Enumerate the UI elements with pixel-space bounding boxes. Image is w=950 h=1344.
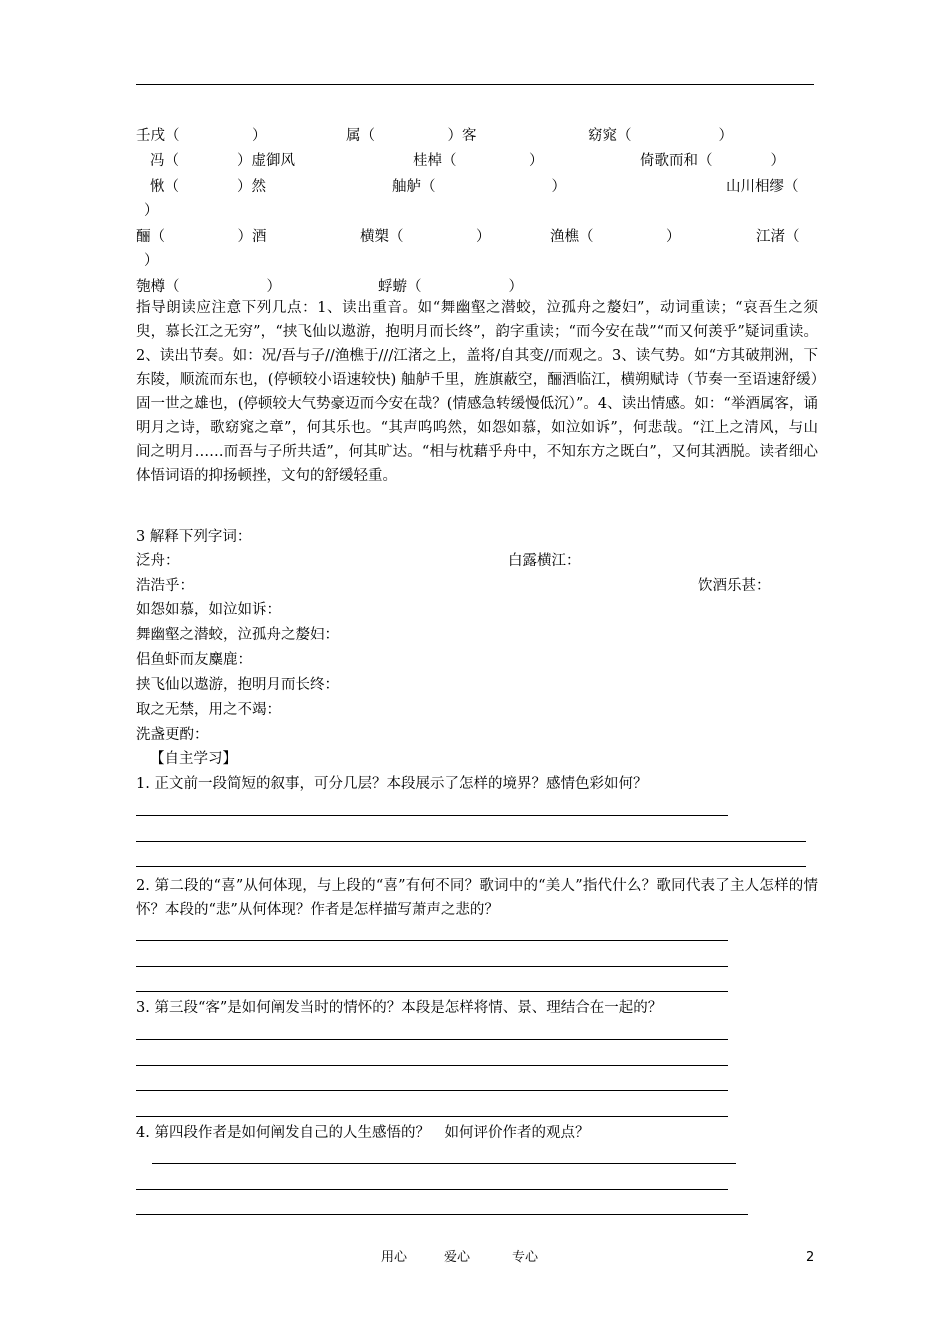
answer-line[interactable] — [136, 1214, 748, 1215]
vocab-item: 愀（ ）然 — [150, 179, 266, 195]
answer-line[interactable] — [136, 1065, 728, 1066]
question-2: 2. 第二段的“喜”从何体现，与上段的“喜”有何不同？歌词中的“美人”指代什么？歌同代表了主人怎样的情怀？本段的“悲”从何体现？作者是怎样描写萧声之悲的？ — [136, 878, 818, 918]
vocab-item: 舳舻（ ） — [392, 179, 566, 195]
page-number: 2 — [806, 1250, 815, 1265]
answer-line[interactable] — [136, 1116, 728, 1117]
vocab-item: 壬戌（ ） — [136, 128, 267, 144]
question-1: 1. 正文前一段简短的叙事，可分几层？本段展示了怎样的境界？感情色彩如何？ — [136, 776, 648, 792]
explain-item: 白露横江： — [508, 553, 581, 569]
explain-item: 挟飞仙以遨游，抱明月而长终： — [136, 677, 339, 693]
explain-heading: 3 解释下列字词： — [136, 529, 252, 545]
self-study-heading: 【自主学习】 — [150, 751, 237, 767]
answer-line[interactable] — [136, 1189, 728, 1190]
footer-motto: 爱心 — [444, 1250, 471, 1265]
vocab-item: 属（ ）客 — [346, 128, 477, 144]
answer-line[interactable] — [136, 841, 806, 842]
answer-line[interactable] — [136, 866, 806, 867]
vocab-item: ） — [144, 203, 159, 219]
vocab-item: ） — [144, 253, 159, 269]
vocab-item: 蜉蝣（ ） — [378, 279, 523, 295]
explain-item: 侣鱼虾而友麋鹿： — [136, 652, 252, 668]
explain-item: 取之无禁，用之不竭： — [136, 702, 281, 718]
vocab-item: 窈窕（ ） — [588, 128, 733, 144]
vocab-item: 冯（ ）虚御风 — [150, 153, 295, 169]
explain-item: 舞幽壑之潜蛟，泣孤舟之嫠妇： — [136, 627, 339, 643]
answer-line[interactable] — [136, 815, 728, 816]
vocab-item: 匏樽（ ） — [136, 279, 281, 295]
explain-item: 泛舟： — [136, 553, 180, 569]
vocab-item: 江渚（ — [756, 229, 800, 245]
vocab-item: 酾（ ）酒 — [136, 229, 267, 245]
answer-line[interactable] — [136, 991, 728, 992]
reading-guide-paragraph: 指导朗读应注意下列几点：1、读出重音。如“舞幽壑之潜蛟，泣孤舟之嫠妇”，动词重读；“哀吾生之须臾，慕长江之无穷”，“挟飞仙以遨游，抱明月而长终”，韵字重读；“而今安在哉”“而又何羡乎”疑词重读。2、读出节奏。如：况/吾与子//渔樵于///江渚之上，盖将/自其变//而观之。3、读气势。如“方其破荆洲，下东陵，顺流而东也，(停顿较小语速较快) 舳舻千里，旌旗蔽空，酾酒临江，横朔赋诗（节奏一至语速舒缓）固一世之雄也，(停顿较大气势豪迈而今安在哉？(情感急转缓慢低沉）”。4、读出情感。如：“举酒属客，诵明月之诗，歌窈窕之章”，何其乐也。“其声呜呜然，如怨如慕，如泣如诉”，何悲哉。“江上之清风，与山间之明月……而吾与子所共适”，何其旷达。“相与枕藉乎舟中，不知东方之既白”，又何其洒脱。读者细心体悟词语的抑扬顿挫，文句的舒缓轻重。 — [136, 300, 818, 484]
question-3: 3. 第三段“客”是如何阐发当时的情怀的？本段是怎样将情、景、理结合在一起的？ — [136, 1000, 663, 1016]
vocab-item: 山川相缪（ — [726, 179, 799, 195]
footer-motto: 用心 — [381, 1250, 408, 1265]
explain-item: 饮酒乐甚： — [698, 578, 771, 594]
question-4: 4. 第四段作者是如何阐发自己的人生感悟的？ 如何评价作者的观点？ — [136, 1125, 590, 1141]
vocab-item: 横槊（ ） — [360, 229, 491, 245]
vocab-item: 桂棹（ ） — [413, 153, 544, 169]
answer-line[interactable] — [136, 1039, 728, 1040]
footer-motto: 专心 — [512, 1250, 539, 1265]
vocab-item: 倚歌而和（ ） — [640, 153, 785, 169]
vocab-item: 渔樵（ ） — [550, 229, 681, 245]
answer-line[interactable] — [136, 940, 728, 941]
explain-item: 如怨如慕，如泣如诉： — [136, 602, 281, 618]
header-rule — [136, 84, 814, 85]
explain-item: 浩浩乎： — [136, 578, 194, 594]
explain-item: 洗盏更酌： — [136, 727, 209, 743]
answer-line[interactable] — [152, 1163, 736, 1164]
answer-line[interactable] — [136, 966, 728, 967]
answer-line[interactable] — [136, 1090, 728, 1091]
